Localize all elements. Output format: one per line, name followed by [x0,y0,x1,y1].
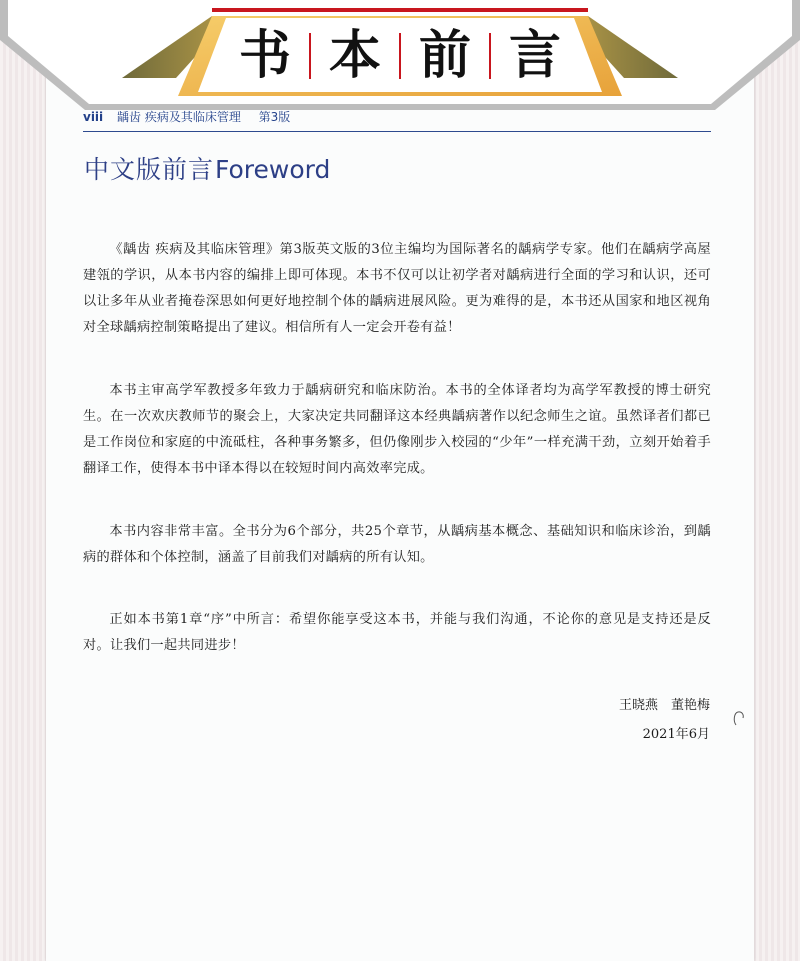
page-title [84,150,330,190]
edition: 第3版 [258,110,291,124]
banner-char-3: 前 [418,26,471,86]
book-title: 龋齿 疾病及其临床管理 [117,110,241,124]
running-head [83,108,711,128]
paragraph-1: 《龋齿 疾病及其临床管理》第3版英文版的3位主编均为国际著名的龋病学专家。他们在龋病学高屋建瓴的学识，从本书内容的编排上即可体现。本书不仅可以让初学者对龋病进行全面的学习和认识，还可以让多年从业者掩卷深思如何更好地控制个体的龋病进展风险。更为难得的是，本书还从国家和地区视角对全球龋病控制策略提出了建议。相信所有人一定会开卷有益！ [83,242,711,335]
signature-date: 2021年6月 [642,727,710,742]
banner-char-4: 言 [508,26,561,86]
page-number: viii [83,110,104,124]
book-page [46,66,754,961]
page-title-english: Foreword [215,155,331,184]
margin-mark-icon [732,709,746,729]
header-rule [83,131,711,132]
page-title-chinese: 中文版前言 [84,155,215,184]
paragraph-4: 正如本书第1章“序”中所言：希望你能享受这本书，并能与我们沟通，不论你的意见是支持还是反对。让我们一起共同进步！ [83,612,711,653]
signature-names: 王晓燕 董艳梅 [618,698,710,713]
banner-char-2: 本 [328,26,381,86]
section-banner [0,0,800,125]
banner-title [215,18,585,94]
paragraph-2: 本书主审高学军教授多年致力于龋病研究和临床防治。本书的全体译者均为高学军教授的博士研究生。在一次欢庆教师节的聚会上，大家决定共同翻译这本经典龋病著作以纪念师生之谊。虽然译者们都已是工作岗位和家庭的中流砥柱，各种事务繁多，但仍像刚步入校园的“少年”一样充满干劲，立刻开始着手翻译工作，使得本书中译本得以在较短时间内高效率完成。 [83,383,711,476]
paragraph-3: 本书内容非常丰富。全书分为6个部分，共25个章节，从龋病基本概念、基础知识和临床诊治，到龋病的群体和个体控制，涵盖了目前我们对龋病的所有认知。 [83,524,711,565]
banner-char-1: 书 [238,26,291,86]
